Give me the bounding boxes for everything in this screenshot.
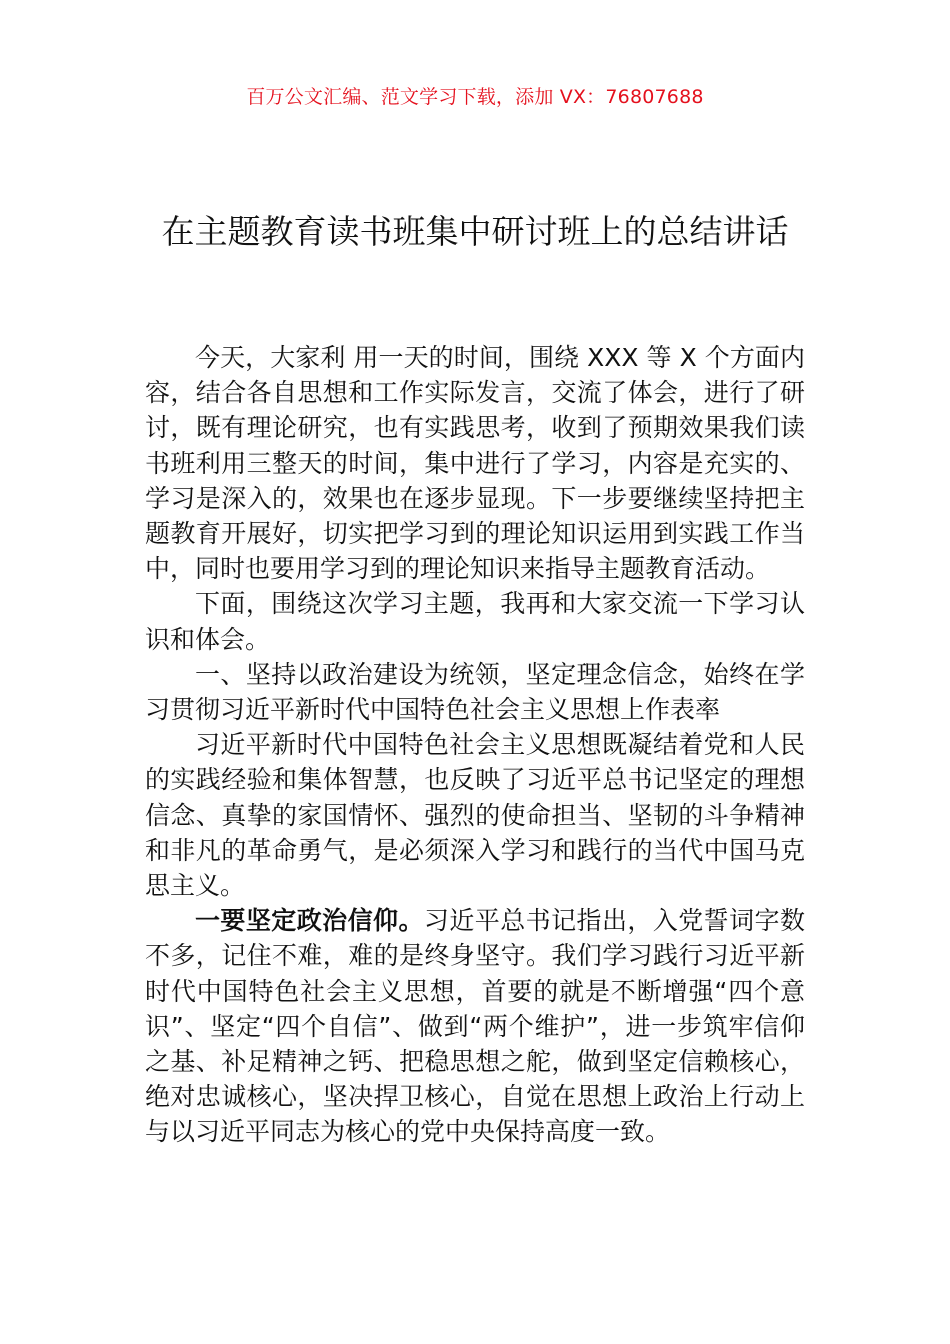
section-heading-one: 一、坚持以政治建设为统领，坚定理念信念，始终在学习贯彻习近平新时代中国特色社会主义思想上作表率 [145,659,805,725]
paragraph-thought-summary: 习近平新时代中国特色社会主义思想既凝结着党和人民的实践经验和集体智慧，也反映了习近平总书记坚定的理想信念、真挚的家国情怀、强烈的使命担当、坚韧的斗争精神和非凡的革命勇气，是必须深入学习和践行的当代中国马克思主义。 [145,730,805,901]
paragraph-point-one [145,903,805,1149]
paragraph-transition: 下面，围绕这次学习主题，我再和大家交流一下学习认识和体会。 [145,589,805,654]
point-one-text: 习近平总书记指出，入党誓词字数不多，记住不难，难的是终身坚守。我们学习践行习近平新时代中国特色社会主义思想，首要的就是不断增强“四个意识”、坚定“四个自信”、做到“两个维护”，进一步筑牢信仰之基、补足精神之钙、把稳思想之舵，做到坚定信赖核心，绝对忠诚核心，坚决捍卫核心，自觉在思想上政治上行动上与以习近平同志为核心的党中央保持高度一致。 [145,906,805,1147]
document-title: 在主题教育读书班集中研讨班上的总结讲话 [161,212,789,252]
document-body [145,340,805,1150]
point-one-lead: 一要坚定政治信仰。 [195,906,424,936]
paragraph-intro: 今天，大家利 用一天的时间，围绕 XXX 等 X 个方面内容，结合各自思想和工作实际发言，交流了体会，进行了研讨，既有理论研究，也有实践思考，收到了预期效果我们读书班利用三整天的时间，集中进行了学习，内容是充实的、学习是深入的，效果也在逐步显现。下一步要继续坚持把主题教育开展好，切实把学习到的理论知识运用到实践工作当中，同时也要用学习到的理论知识来指导主题教育活动。 [145,343,805,584]
header-notice: 百万公文汇编、范文学习下载，添加 VX：76807688 [246,86,704,108]
